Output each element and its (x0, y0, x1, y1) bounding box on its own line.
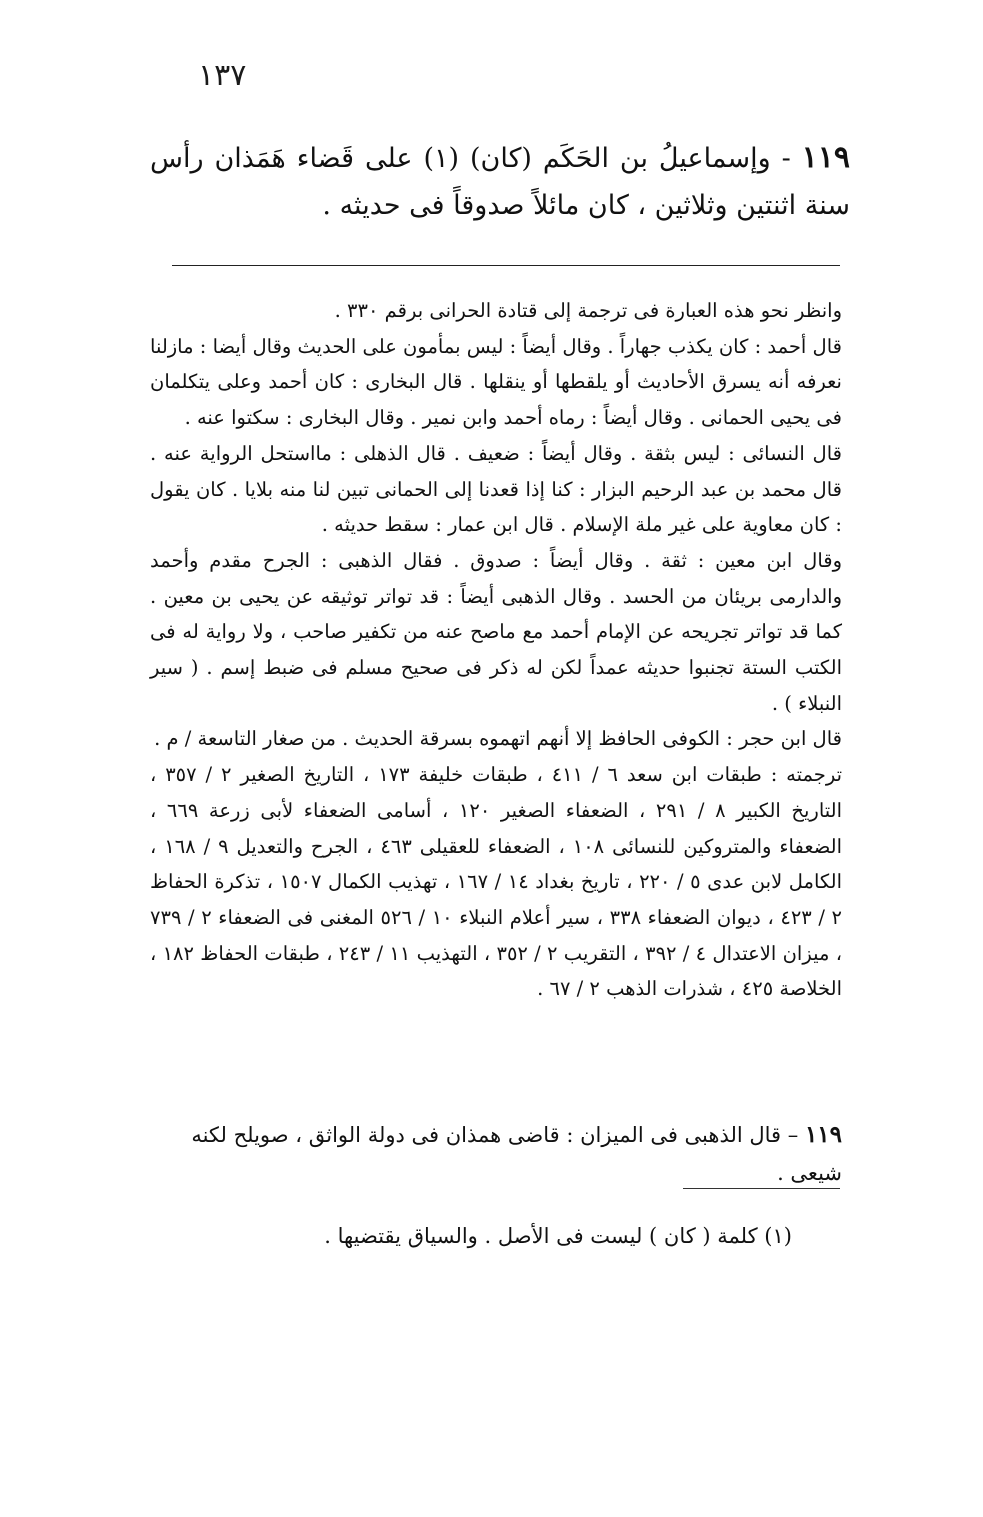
entry-text: - وإسماعيلُ بن الحَكَم (كان) (١) على قَضاء هَمَذان رأس سنة اثنتين وثلاثين ، كان مائلاً صدوقاً فى حديثه . (150, 143, 850, 221)
editor-notes (150, 293, 842, 1007)
note-paragraph: قال أحمد : كان يكذب جهاراً . وقال أيضاً : ليس بمأمون على الحديث وقال أيضا : مازلنا نعرفه أنه يسرق الأحاديث أو يلقطها أو ينقلها . قال البخارى : كان أحمد وعلى يتكلمان فى يحيى الحمانى . وقال أيضاً : رماه أحمد وابن نمير . وقال البخارى : سكتوا عنه . (150, 334, 842, 430)
section-divider (172, 265, 840, 266)
note-paragraph: وانظر نحو هذه العبارة فى ترجمة إلى قتادة الحرانى برقم ٣٣٠ . (334, 299, 842, 322)
entry-number: ١١٩ (801, 140, 850, 175)
footnote-divider (683, 1188, 840, 1189)
comment-number: ١١٩ (804, 1121, 842, 1148)
note-paragraph: قال النسائى : ليس بثقة . وقال أيضاً : ضعيف . قال الذهلى : مااستحل الرواية عنه . قال محمد بن عبد الرحيم البزار : كنا إذا قعدنا إلى الحمانى تبين لنا منه بلايا . كان يقول : كان معاوية على غير ملة الإسلام . قال ابن عمار : سقط حديثه . (150, 441, 842, 537)
biography-entry (150, 134, 850, 229)
entry-comment (150, 1116, 842, 1192)
page-number: ١٣٧ (198, 58, 247, 93)
note-paragraph: قال ابن حجر : الكوفى الحافظ إلا أنهم اتهموه بسرقة الحديث . من صغار التاسعة / م . (154, 727, 842, 751)
footnote: (١) كلمة ( كان ) ليست فى الأصل . والسياق يقتضيها . (324, 1224, 792, 1248)
comment-text: – قال الذهبى فى الميزان : قاضى همذان فى دولة الواثق ، صويلح لكنه شيعى . (191, 1123, 842, 1185)
note-paragraph: ترجمته : طبقات ابن سعد ٦ / ٤١١ ، طبقات خليفة ١٧٣ ، التاريخ الصغير ٢ / ٣٥٧ ، التاريخ الكبير ٨ / ٢٩١ ، الضعفاء الصغير ١٢٠ ، أسامى الضعفاء لأبى زرعة ٦٦٩ ، الضعفاء والمتروكين للنسائى ١٠٨ ، الضعفاء للعقيلى ٤٦٣ ، الجرح والتعديل ٩ / ١٦٨ ، الكامل لابن عدى ٥ / ٢٢٠ ، تاريخ بغداد ١٤ / ١٦٧ ، تهذيب الكمال ١٥٠٧ ، تذكرة الحفاظ ٢ / ٤٢٣ ، ديوان الضعفاء ٣٣٨ ، سير أعلام النبلاء ١٠ / ٥٢٦ المغنى فى الضعفاء ٢ / ٧٣٩ ، ميزان الاعتدال ٤ / ٣٩٢ ، التقريب ٢ / ٣٥٢ ، التهذيب ١١ / ٢٤٣ ، طبقات الحفاظ ١٨٢ ، الخلاصة ٤٢٥ ، شذرات الذهب ٢ / ٦٧ . (150, 763, 843, 1001)
note-paragraph: وقال ابن معين : ثقة . وقال أيضاً : صدوق . فقال الذهبى : الجرح مقدم وأحمد والدارمى بريئان من الحسد . وقال الذهبى أيضاً : قد تواتر توثيقه عن يحيى بن معين . كما قد تواتر تجريحه عن الإمام أحمد مع ماصح عنه من تكفير صاحب ، ولا رواية له فى الكتب الستة تجنبوا حديثه عمداً لكن له ذكر فى صحيح مسلم فى ضبط إسم . ( سير النبلاء ) . (150, 548, 842, 715)
